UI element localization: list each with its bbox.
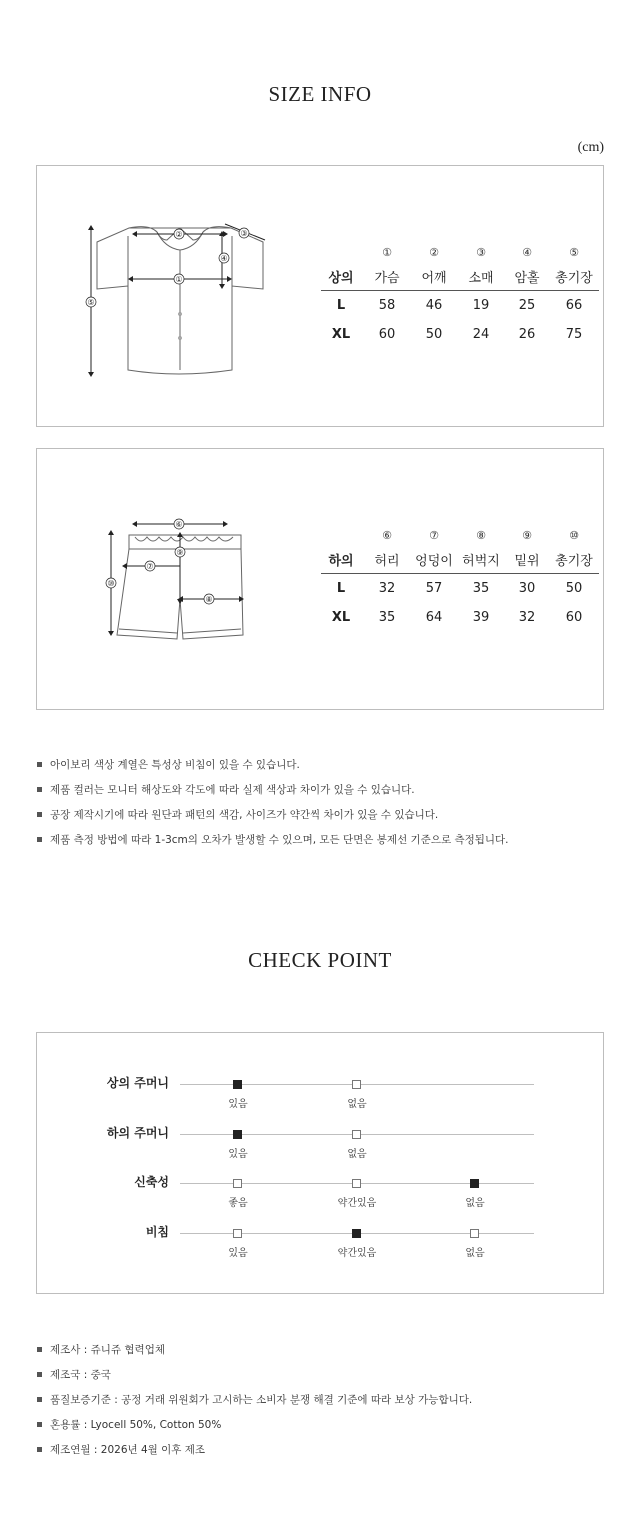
checked-square-icon bbox=[233, 1080, 242, 1089]
col-header: 가슴 bbox=[374, 271, 400, 286]
table-cell: 39 bbox=[472, 610, 490, 625]
check-point-row bbox=[37, 1071, 605, 1110]
table-header-label: 상의 bbox=[328, 271, 354, 286]
shirt-mark-1: ① bbox=[175, 275, 183, 284]
check-point-row bbox=[37, 1121, 605, 1160]
check-point-label: 하의 주머니 bbox=[106, 1126, 169, 1140]
check-point-option: 있음 bbox=[228, 1149, 248, 1160]
note-item: 아이보리 색상 계열은 특성상 비침이 있을 수 있습니다. bbox=[36, 758, 616, 783]
col-header: 암홀 bbox=[514, 271, 540, 286]
table-cell: 57 bbox=[425, 581, 443, 596]
info-item: 제조사 : 쥬니쥬 협력업체 bbox=[36, 1343, 616, 1368]
check-point-option: 약간있음 bbox=[337, 1248, 377, 1259]
col-number: ⑩ bbox=[569, 529, 579, 542]
table-row bbox=[321, 610, 599, 630]
shorts-diagram bbox=[37, 449, 287, 711]
unchecked-square-icon bbox=[352, 1179, 361, 1188]
check-point-title: CHECK POINT bbox=[248, 948, 392, 972]
shirt-mark-4: ④ bbox=[220, 254, 228, 263]
check-point-option: 약간있음 bbox=[337, 1198, 377, 1209]
check-point-row bbox=[37, 1170, 605, 1209]
size-label: L bbox=[336, 298, 346, 313]
table-cell: 35 bbox=[472, 581, 490, 596]
table-row bbox=[321, 327, 599, 347]
col-number: ③ bbox=[476, 246, 486, 259]
bullet-icon bbox=[37, 762, 42, 767]
table-cell: 50 bbox=[425, 327, 443, 342]
table-divider bbox=[321, 290, 599, 291]
col-number: ② bbox=[429, 246, 439, 259]
info-item: 제조연월 : 2026년 4월 이후 제조 bbox=[36, 1443, 616, 1468]
table-cell: 64 bbox=[425, 610, 443, 625]
shorts-mark-7: ⑦ bbox=[146, 562, 154, 571]
check-point-label: 상의 주머니 bbox=[106, 1076, 169, 1090]
checked-square-icon bbox=[352, 1229, 361, 1238]
bullet-icon bbox=[37, 837, 42, 842]
bullet-icon bbox=[37, 1397, 42, 1402]
col-header: 어깨 bbox=[421, 271, 447, 286]
shorts-mark-9: ⑨ bbox=[176, 548, 184, 557]
check-point-option: 있음 bbox=[228, 1248, 248, 1259]
bullet-icon bbox=[37, 812, 42, 817]
table-cell: 60 bbox=[378, 327, 396, 342]
shirt-mark-5: ⑤ bbox=[87, 298, 95, 307]
size-info-title: SIZE INFO bbox=[268, 82, 372, 106]
info-item: 제조국 : 중국 bbox=[36, 1368, 616, 1393]
table-cell: 66 bbox=[565, 298, 583, 313]
col-header: 총기장 bbox=[555, 271, 593, 286]
shirt-diagram bbox=[37, 166, 287, 428]
unit-label: (cm) bbox=[577, 140, 604, 155]
product-info bbox=[36, 1343, 616, 1468]
col-number: ⑦ bbox=[429, 529, 439, 542]
table-divider bbox=[321, 573, 599, 574]
table-row bbox=[321, 298, 599, 318]
check-point-row bbox=[37, 1220, 605, 1259]
check-point-option: 없음 bbox=[465, 1248, 485, 1259]
note-item: 제품 측정 방법에 따라 1-3cm의 오차가 발생할 수 있으며, 모든 단면은 봉제선 기준으로 측정됩니다. bbox=[36, 833, 616, 858]
bullet-icon bbox=[37, 787, 42, 792]
checked-square-icon bbox=[233, 1130, 242, 1139]
check-point-option: 없음 bbox=[347, 1099, 367, 1110]
bullet-icon bbox=[37, 1422, 42, 1427]
check-point-option: 없음 bbox=[465, 1198, 485, 1209]
check-point-label: 비침 bbox=[145, 1225, 169, 1239]
shorts-size-box bbox=[36, 448, 604, 710]
bullet-icon bbox=[37, 1447, 42, 1452]
col-number: ⑥ bbox=[382, 529, 392, 542]
table-cell: 35 bbox=[378, 610, 396, 625]
check-point-option: 있음 bbox=[228, 1099, 248, 1110]
col-number: ⑨ bbox=[522, 529, 532, 542]
table-cell: 32 bbox=[378, 581, 396, 596]
unchecked-square-icon bbox=[352, 1080, 361, 1089]
col-number: ① bbox=[382, 246, 392, 259]
bullet-icon bbox=[37, 1347, 42, 1352]
col-number: ⑤ bbox=[569, 246, 579, 259]
col-header: 허벅지 bbox=[462, 554, 500, 569]
unchecked-square-icon bbox=[470, 1229, 479, 1238]
size-label: XL bbox=[331, 327, 351, 342]
shirt-size-box bbox=[36, 165, 604, 427]
shirt-mark-3: ③ bbox=[240, 229, 248, 238]
shirt-mark-2: ② bbox=[175, 230, 183, 239]
checked-square-icon bbox=[470, 1179, 479, 1188]
check-point-box bbox=[36, 1032, 604, 1294]
table-cell: 46 bbox=[425, 298, 443, 313]
col-header: 밑위 bbox=[514, 554, 540, 569]
size-notes bbox=[36, 758, 616, 858]
info-item: 혼용률 : Lyocell 50%, Cotton 50% bbox=[36, 1418, 616, 1443]
shorts-mark-10: ⑩ bbox=[107, 579, 115, 588]
table-cell: 50 bbox=[565, 581, 583, 596]
col-number: ④ bbox=[522, 246, 532, 259]
col-header: 총기장 bbox=[555, 554, 593, 569]
table-cell: 60 bbox=[565, 610, 583, 625]
check-point-label: 신축성 bbox=[134, 1175, 169, 1189]
shorts-mark-8: ⑧ bbox=[205, 595, 213, 604]
shorts-mark-6: ⑥ bbox=[175, 520, 183, 529]
col-header: 허리 bbox=[374, 554, 400, 569]
col-header: 소매 bbox=[468, 271, 494, 286]
check-point-option: 좋음 bbox=[228, 1198, 248, 1209]
table-cell: 25 bbox=[518, 298, 536, 313]
unchecked-square-icon bbox=[352, 1130, 361, 1139]
unchecked-square-icon bbox=[233, 1229, 242, 1238]
info-item: 품질보증기준 : 공정 거래 위원회가 고시하는 소비자 분쟁 해결 기준에 따라 보상 가능합니다. bbox=[36, 1393, 616, 1418]
unchecked-square-icon bbox=[233, 1179, 242, 1188]
table-cell: 32 bbox=[518, 610, 536, 625]
table-cell: 58 bbox=[378, 298, 396, 313]
size-label: L bbox=[336, 581, 346, 596]
bullet-icon bbox=[37, 1372, 42, 1377]
table-cell: 26 bbox=[518, 327, 536, 342]
table-cell: 24 bbox=[472, 327, 490, 342]
table-cell: 19 bbox=[472, 298, 490, 313]
table-cell: 75 bbox=[565, 327, 583, 342]
check-point-option: 없음 bbox=[347, 1149, 367, 1160]
col-header: 엉덩이 bbox=[415, 554, 453, 569]
col-number: ⑧ bbox=[476, 529, 486, 542]
table-row bbox=[321, 581, 599, 601]
table-header-label: 하의 bbox=[328, 554, 354, 569]
note-item: 공장 제작시기에 따라 원단과 패턴의 색감, 사이즈가 약간씩 차이가 있을 수 있습니다. bbox=[36, 808, 616, 833]
size-label: XL bbox=[331, 610, 351, 625]
table-cell: 30 bbox=[518, 581, 536, 596]
note-item: 제품 컬러는 모니터 해상도와 각도에 따라 실제 색상과 차이가 있을 수 있습니다. bbox=[36, 783, 616, 808]
